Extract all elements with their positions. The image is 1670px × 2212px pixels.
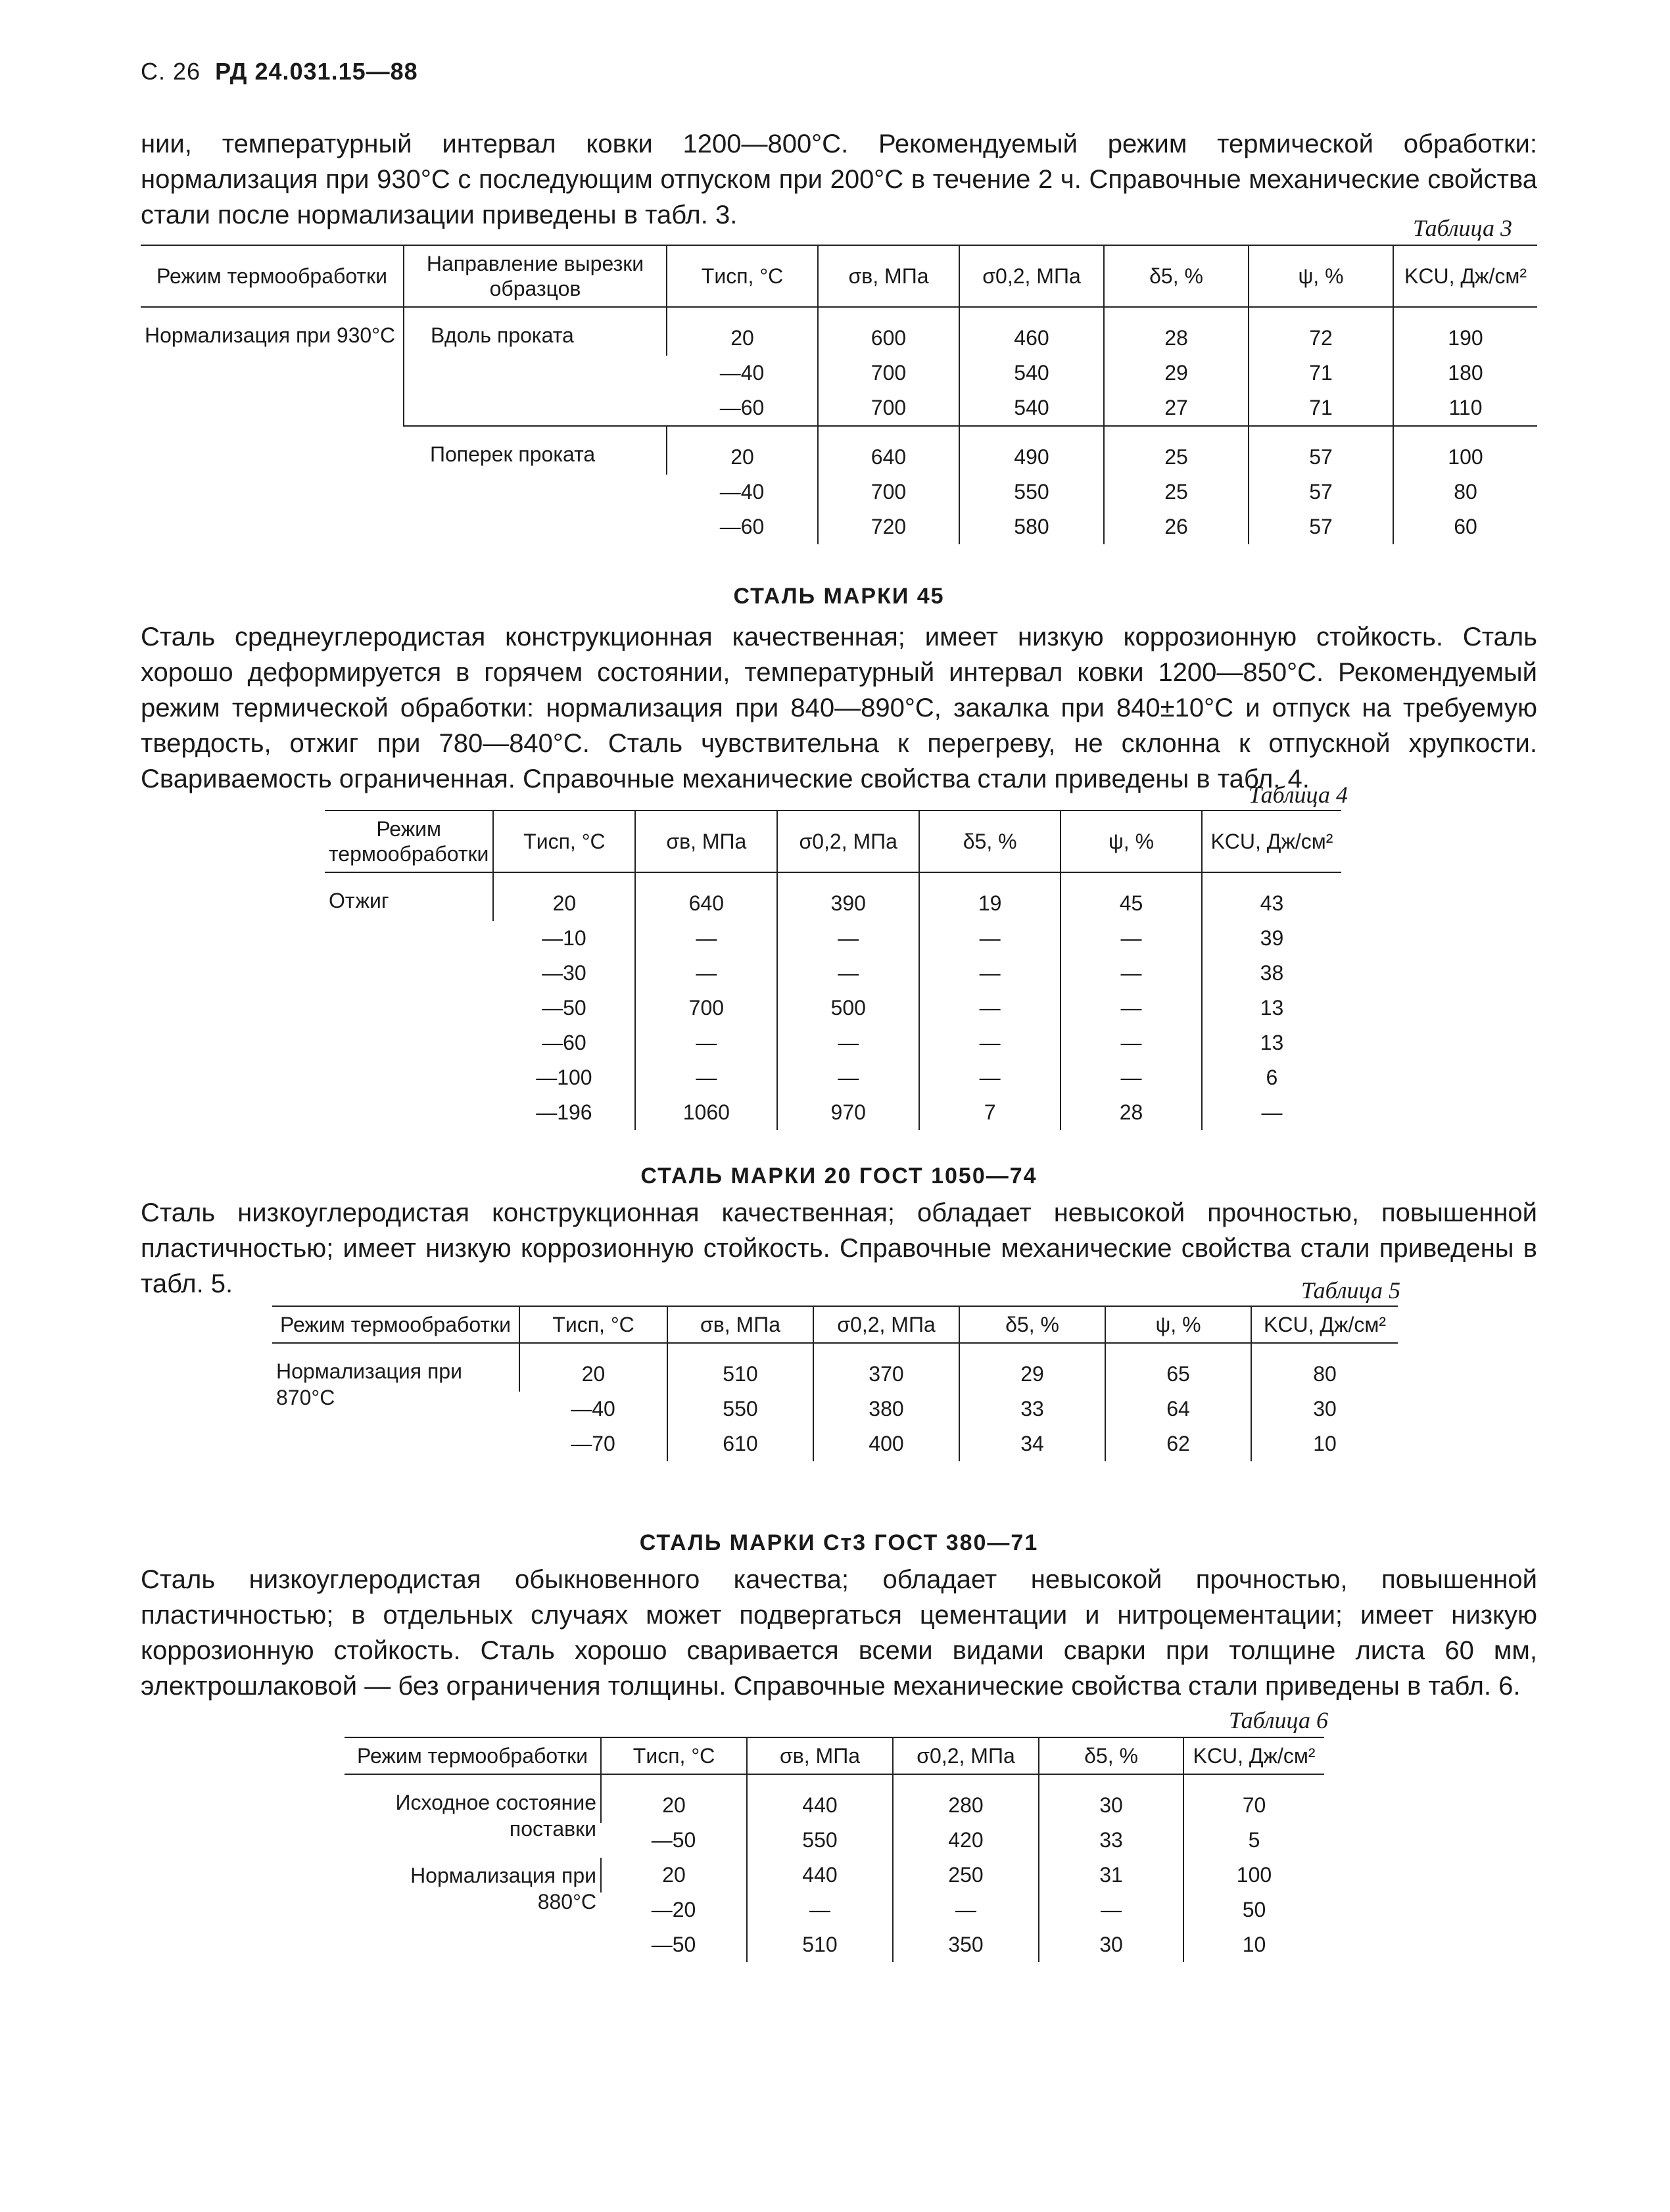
table-cell: 550 [747, 1823, 893, 1858]
table-cell: 580 [959, 509, 1104, 544]
table-cell: — [777, 1025, 919, 1060]
table-cell: 400 [813, 1426, 959, 1461]
table4-header-cell: σ0,2, МПа [777, 811, 919, 872]
table5-header-cell: Режим термообработки [272, 1306, 519, 1343]
table-cell: 10 [1183, 1927, 1324, 1962]
heat-treatment-mode: Исходное состояние поставки [395, 1791, 596, 1841]
table3-header-cell: KCU, Дж/см² [1393, 245, 1537, 307]
table5 [272, 1306, 1398, 1461]
steel45-paragraph: Сталь среднеуглеродистая конструкционная качественная; имеет низкую коррозионную стойкость. Сталь хорошо деформируется в горячем состоянии, температурный интервал ковки 1200—850°С. Рекомендуемый режим термической обработки: нормализация при 840—890°С, закалка при 840±10°С и отпуск на требуемую твердость, отжиг при 780—840°С. Сталь чувствительна к перегреву, не склонна к отпускной хрупкости. Свариваемость ограниченная. Справочные механические свойства стали приведены в табл. 4. [141, 623, 1537, 793]
table6-caption: Таблица 6 [1228, 1707, 1328, 1733]
table-row [325, 872, 1341, 921]
table4 [325, 810, 1341, 1130]
table-cell: 80 [1251, 1343, 1398, 1392]
table-cell: 500 [777, 991, 919, 1025]
table-cell: — [919, 991, 1061, 1025]
table6-header-cell: δ5, % [1039, 1737, 1183, 1774]
table-row [272, 1343, 1398, 1392]
table4-header-cell: Tисп, °С [493, 811, 635, 872]
table-cell: 29 [1104, 356, 1249, 390]
table-cell: — [777, 921, 919, 956]
table3-header-cell: Режим термообработки [141, 245, 404, 307]
table-cell: 100 [1183, 1858, 1324, 1893]
table-cell: 27 [1104, 390, 1249, 426]
table5-header-cell: δ5, % [959, 1306, 1105, 1343]
table-cell: 62 [1105, 1426, 1251, 1461]
table-row [345, 1858, 1324, 1893]
table-row [141, 307, 1537, 356]
table-cell: 390 [777, 872, 919, 921]
table-cell: 550 [959, 475, 1104, 509]
table6-header-cell: KCU, Дж/см² [1183, 1737, 1324, 1774]
table-cell: 600 [818, 307, 959, 356]
table4-header-cell: KCU, Дж/см² [1202, 811, 1341, 872]
table-cell: 28 [1104, 307, 1249, 356]
table-cell: 20 [601, 1774, 747, 1823]
table-cell: 610 [667, 1426, 813, 1461]
table-cell: — [1061, 1025, 1202, 1060]
table-cell: 5 [1183, 1823, 1324, 1858]
table-cell: 20 [519, 1343, 667, 1392]
table-cell: 13 [1202, 1025, 1341, 1060]
table-cell: 110 [1393, 390, 1537, 426]
steelst3-paragraph: Сталь низкоуглеродистая обыкновенного качества; обладает невысокой прочностью, повышенной пластичностью; в отдельных случаях может подвергаться цементации и нитроцементации; имеет низкую коррозионную стойкость. Сталь хорошо сваривается всеми видами сварки при толщине листа 60 мм, электрошлаковой — без ограничения толщины. Справочные механические свойства стали приведены в табл. 6. [141, 1565, 1537, 1701]
table-cell: —50 [651, 1828, 696, 1852]
table-cell: 71 [1249, 390, 1393, 426]
table-cell: 190 [1393, 307, 1537, 356]
table-cell: —40 [719, 361, 765, 385]
table-cell: 510 [747, 1927, 893, 1962]
heat-treatment-mode: Нормализация при 930°С [145, 323, 396, 347]
table-cell: 30 [1039, 1774, 1183, 1823]
table-cell: — [919, 921, 1061, 956]
table-cell: 13 [1202, 991, 1341, 1025]
table-cell: 640 [818, 426, 959, 475]
table-cell: —40 [571, 1397, 615, 1421]
table-cell: 33 [1039, 1823, 1183, 1858]
table-cell: 440 [747, 1858, 893, 1893]
table6 [345, 1737, 1324, 1962]
table3-header-cell: Направление вырезки образцов [404, 245, 667, 307]
table-cell: 350 [893, 1927, 1039, 1962]
table-cell: 640 [635, 872, 777, 921]
table-cell: 460 [959, 307, 1104, 356]
table-cell: 60 [1393, 509, 1537, 544]
table-cell: 50 [1183, 1893, 1324, 1927]
table-cell: 57 [1249, 475, 1393, 509]
table-cell: 43 [1202, 872, 1341, 921]
table-cell: 20 [667, 307, 818, 356]
document-code: РД 24.031.15—88 [215, 58, 418, 85]
table4-header-cell: ψ, % [1061, 811, 1202, 872]
table-cell: 510 [667, 1343, 813, 1392]
steel20-heading: СТАЛЬ МАРКИ 20 ГОСТ 1050—74 [640, 1164, 1038, 1188]
table-cell: — [635, 921, 777, 956]
table-cell: — [777, 956, 919, 991]
table-cell: —20 [651, 1898, 696, 1921]
table-cell: 420 [893, 1823, 1039, 1858]
table-cell: 28 [1061, 1095, 1202, 1130]
table-cell: 80 [1393, 475, 1537, 509]
table-cell: 180 [1393, 356, 1537, 390]
table-cell: —70 [571, 1432, 615, 1455]
table-cell: 25 [1104, 475, 1249, 509]
table3-header-cell: σ0,2, МПа [959, 245, 1104, 307]
table-cell: —40 [719, 480, 765, 504]
table6-header-cell: σв, МПа [747, 1737, 893, 1774]
table5-header-cell: σ0,2, МПа [813, 1306, 959, 1343]
table-cell: 370 [813, 1343, 959, 1392]
table-cell: — [1202, 1095, 1341, 1130]
table-cell: —60 [542, 1031, 586, 1054]
table-cell: 31 [1039, 1858, 1183, 1893]
table-cell: — [747, 1893, 893, 1927]
table-cell: 57 [1249, 509, 1393, 544]
table-cell: 6 [1202, 1060, 1341, 1095]
table3-header-cell: δ5, % [1104, 245, 1249, 307]
table-cell: 26 [1104, 509, 1249, 544]
table4-header-cell: σв, МПа [635, 811, 777, 872]
table5-header-cell: σв, МПа [667, 1306, 813, 1343]
steel20-paragraph: Сталь низкоуглеродистая конструкционная качественная; обладает невысокой прочностью, повышенной пластичностью; имеет низкую коррозионную стойкость. Справочные механические свойства стали приведены в табл. 5. [141, 1198, 1537, 1298]
table4-caption: Таблица 4 [1248, 782, 1348, 808]
table-cell: 440 [747, 1774, 893, 1823]
table-cell: 20 [667, 426, 818, 475]
table-cell: —60 [719, 396, 765, 419]
table4-header-cell: Режим термообработки [325, 811, 493, 872]
cut-direction: Вдоль проката [404, 307, 667, 426]
table-cell: 65 [1105, 1343, 1251, 1392]
table-cell: 540 [959, 356, 1104, 390]
table-cell: 19 [919, 872, 1061, 921]
table5-caption: Таблица 5 [1300, 1277, 1400, 1304]
intro-paragraph: нии, температурный интервал ковки 1200—800°С. Рекомендуемый режим термической обработки: нормализация при 930°С с последующим отпуском при 200°С в течение 2 ч. Справочные механические свойства стали после нормализации приведены в табл. 3. [141, 129, 1537, 229]
table-cell: 33 [959, 1392, 1105, 1426]
table-cell: — [919, 1060, 1061, 1095]
table-cell: 70 [1183, 1774, 1324, 1823]
table-cell: 72 [1249, 307, 1393, 356]
table-cell: — [1061, 921, 1202, 956]
table3-caption: Таблица 3 [1412, 215, 1512, 241]
heat-treatment-mode: Нормализация при 880°С [410, 1864, 596, 1914]
table6-header-cell: σ0,2, МПа [893, 1737, 1039, 1774]
table6-header-cell: Режим термообработки [345, 1737, 601, 1774]
table3-header-cell: σв, МПа [818, 245, 959, 307]
table-cell: —30 [542, 961, 586, 985]
page-number: С. 26 [141, 58, 201, 85]
table3-header-cell: ψ, % [1249, 245, 1393, 307]
table-cell: 34 [959, 1426, 1105, 1461]
table-cell: — [1061, 991, 1202, 1025]
table-cell: 540 [959, 390, 1104, 426]
table-cell: 490 [959, 426, 1104, 475]
table5-header-cell: ψ, % [1105, 1306, 1251, 1343]
table-cell: 64 [1105, 1392, 1251, 1426]
table5-header-cell: KCU, Дж/см² [1251, 1306, 1398, 1343]
table-cell: — [1061, 956, 1202, 991]
table-cell: 700 [818, 356, 959, 390]
table-cell: —100 [536, 1066, 592, 1089]
table-cell: 30 [1251, 1392, 1398, 1426]
table-cell: — [1061, 1060, 1202, 1095]
table-cell: —60 [719, 515, 765, 538]
table-cell: 25 [1104, 426, 1249, 475]
table-cell: 720 [818, 509, 959, 544]
table-cell: — [777, 1060, 919, 1095]
table-cell: — [1039, 1893, 1183, 1927]
table-cell: 550 [667, 1392, 813, 1426]
table-cell: — [919, 956, 1061, 991]
table4-header-cell: δ5, % [919, 811, 1061, 872]
table-cell: 7 [919, 1095, 1061, 1130]
table-cell: 1060 [635, 1095, 777, 1130]
table-cell: 700 [635, 991, 777, 1025]
table-row [345, 1774, 1324, 1823]
table-cell: 700 [818, 475, 959, 509]
table-cell: 45 [1061, 872, 1202, 921]
table-cell: —50 [542, 996, 586, 1020]
table-cell: — [893, 1893, 1039, 1927]
table-cell: 970 [777, 1095, 919, 1130]
table-cell: 39 [1202, 921, 1341, 956]
table-cell: — [635, 1060, 777, 1095]
table-cell: — [919, 1025, 1061, 1060]
table-cell: 250 [893, 1858, 1039, 1893]
heat-treatment-mode: Нормализация при 870°С [276, 1359, 462, 1409]
table-cell: 280 [893, 1774, 1039, 1823]
heat-treatment-mode: Отжиг [329, 889, 389, 912]
table-cell: 71 [1249, 356, 1393, 390]
cut-direction: Поперек проката [404, 426, 667, 544]
table-cell: 380 [813, 1392, 959, 1426]
table-cell: 20 [601, 1858, 747, 1893]
table-cell: — [635, 1025, 777, 1060]
table3 [141, 245, 1537, 544]
page-header [141, 58, 418, 85]
table-cell: —10 [542, 926, 586, 950]
table5-header-cell: Tисп, °С [519, 1306, 667, 1343]
table-cell: 29 [959, 1343, 1105, 1392]
table-cell: 700 [818, 390, 959, 426]
table-cell: 20 [493, 872, 635, 921]
table-cell: 30 [1039, 1927, 1183, 1962]
table-cell: 10 [1251, 1426, 1398, 1461]
table3-header-cell: Tисп, °С [667, 245, 818, 307]
table-cell: 38 [1202, 956, 1341, 991]
table-cell: —196 [536, 1100, 592, 1124]
table-cell: 100 [1393, 426, 1537, 475]
table6-header-cell: Tисп, °С [601, 1737, 747, 1774]
steelst3-heading: СТАЛЬ МАРКИ Ст3 ГОСТ 380—71 [639, 1530, 1039, 1555]
steel45-heading: СТАЛЬ МАРКИ 45 [733, 584, 945, 609]
table-cell: 57 [1249, 426, 1393, 475]
table-cell: —50 [651, 1933, 696, 1956]
table-cell: — [635, 956, 777, 991]
